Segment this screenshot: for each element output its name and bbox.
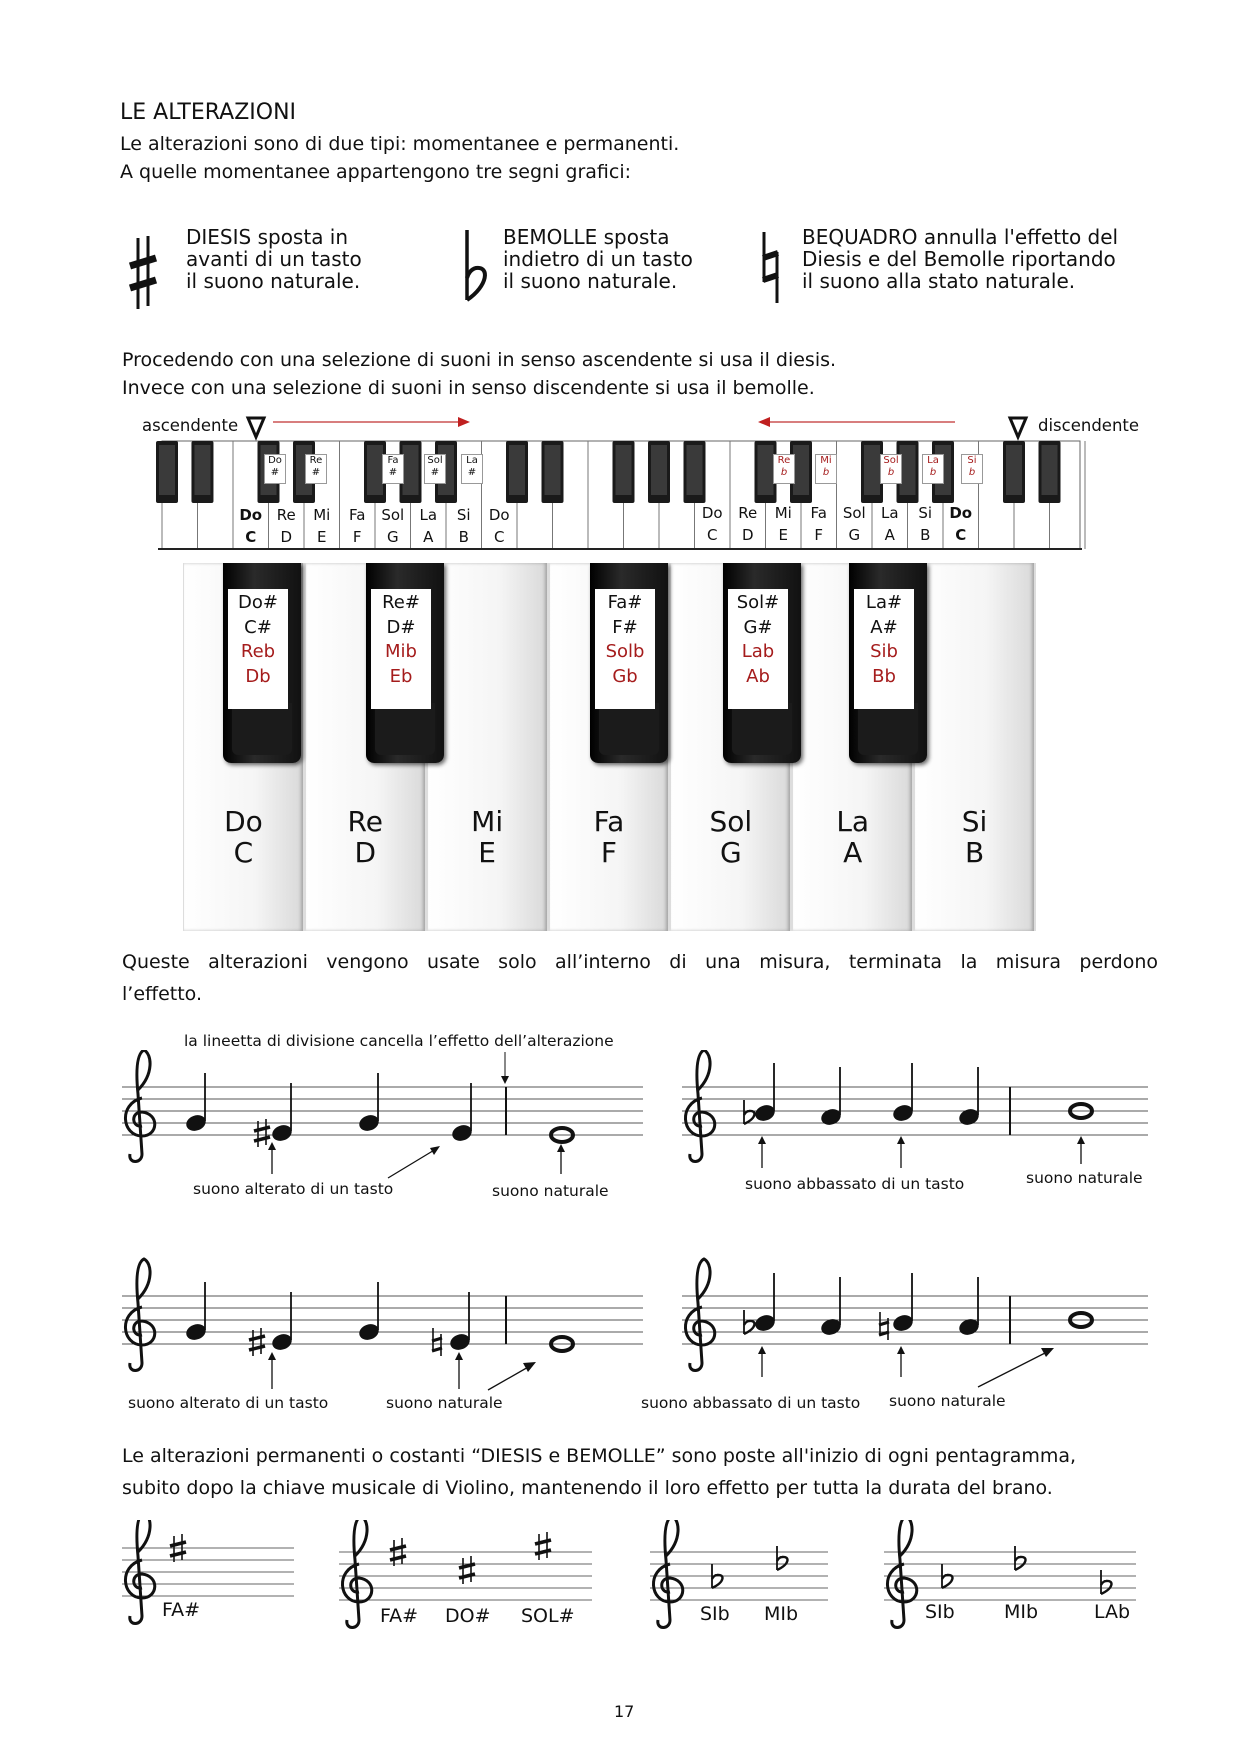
big-black-key-bevel [732, 703, 792, 755]
s2-natural-label: suono naturale [1026, 1169, 1143, 1187]
big-white-key [428, 563, 547, 931]
s4-natural-label: suono naturale [889, 1392, 1006, 1410]
small-sharp-label: Do # [264, 454, 286, 484]
ks1-label-1: FA# [162, 1599, 201, 1621]
small-white-key-label: Do C [949, 504, 973, 544]
page-title: LE ALTERAZIONI [120, 100, 297, 125]
bemolle-line-2: indietro di un tasto [503, 247, 693, 271]
measure-text-line-2: l’effetto. [122, 983, 203, 1005]
diesis-line-2: avanti di un tasto [186, 247, 362, 271]
small-white-key-label: Mi E [313, 506, 331, 546]
intro-line-1: Le alterazioni sono di due tipi: momentanee e permanenti. [120, 133, 680, 155]
s3-natural-label: suono naturale [386, 1394, 503, 1412]
small-white-key-label: Fa F [349, 506, 366, 546]
small-flat-label: Re b [773, 454, 795, 484]
bequadro-description [802, 226, 1118, 292]
ascending-label: ascendente [142, 416, 239, 435]
flat-symbol-icon [462, 228, 492, 307]
staff-4 [682, 1259, 1148, 1387]
s2-lowered-label: suono abbassato di un tasto [745, 1175, 965, 1193]
small-black-key-highlight [545, 445, 561, 495]
procedure-line-1: Procedendo con una selezione di suoni in senso ascendente si usa il diesis. [122, 349, 837, 371]
big-white-key-label: Mi E [471, 805, 504, 869]
ascending-marker-icon [248, 418, 264, 437]
bemolle-line-1: BEMOLLE sposta [503, 225, 670, 249]
small-flat-label: La b [922, 454, 944, 484]
small-white-key-label: Re D [276, 506, 296, 546]
bequadro-line-2: Diesis e del Bemolle riportando [802, 247, 1116, 271]
big-black-key [366, 563, 444, 763]
small-white-key-label: Sol G [381, 506, 405, 546]
s4-lowered-label: suono abbassato di un tasto [641, 1394, 861, 1412]
small-black-key-highlight [616, 445, 632, 495]
big-black-key [723, 563, 801, 763]
big-keyboard [183, 563, 1036, 931]
small-black-key-highlight [367, 445, 383, 495]
small-white-key-label: Do C [488, 506, 510, 546]
s3-altered-label: suono alterato di un tasto [128, 1394, 329, 1412]
small-black-key-highlight [687, 445, 703, 495]
descending-arrow-icon [758, 417, 770, 427]
big-black-key-label: Sol# G# Lab Ab [728, 589, 788, 709]
small-flat-label: Mi b [815, 454, 837, 484]
page-number: 17 [614, 1702, 635, 1721]
big-black-key-bevel [858, 703, 918, 755]
ascending-arrow-icon [458, 417, 470, 427]
staff-1 [122, 1050, 643, 1178]
bequadro-line-3: il suono alla stato naturale. [802, 269, 1076, 293]
sharp-symbol-icon [128, 236, 158, 315]
big-black-key-bevel [599, 703, 659, 755]
small-black-key-highlight [403, 445, 419, 495]
big-black-key-label: Re# D# Mib Eb [371, 589, 431, 709]
small-black-key-highlight [651, 445, 667, 495]
barline-note-label: la lineetta di divisione cancella l’effetto dell’alterazione [184, 1032, 614, 1050]
staff-3 [122, 1259, 643, 1390]
staff-examples [0, 1050, 1250, 1410]
small-black-key-highlight [159, 445, 175, 495]
big-black-key [849, 563, 927, 763]
big-black-key [223, 563, 301, 763]
key-signature-3 [650, 1552, 828, 1600]
big-black-key [590, 563, 668, 763]
big-white-key-label: Fa F [593, 805, 625, 869]
ks4-label-1: SIb [925, 1601, 955, 1623]
big-black-key-label: La# A# Sib Bb [854, 589, 914, 709]
small-white-key-label: Si B [456, 506, 471, 546]
bequadro-line-1: BEQUADRO annulla l'effetto del [802, 225, 1119, 249]
diesis-line-1: DIESIS sposta in [186, 225, 349, 249]
small-white-key-label: Do C [701, 504, 723, 544]
procedure-line-2: Invece con una selezione di suoni in senso discendente si usa il bemolle. [122, 377, 815, 399]
ks2-label-3: SOL# [521, 1605, 575, 1627]
big-black-key-bevel [232, 703, 292, 755]
small-white-key-label: Si B [918, 504, 933, 544]
small-white-key-label: Sol G [842, 504, 866, 544]
small-keyboard-svg [0, 400, 1250, 560]
ks4-label-3: LAb [1094, 1601, 1131, 1623]
big-black-key-bevel [375, 703, 435, 755]
small-black-key-highlight [1006, 445, 1022, 495]
ks2-label-2: DO# [445, 1605, 491, 1627]
measure-text-line-1: Queste alterazioni vengono usate solo all’interno di una misura, terminata la misura perdono [122, 951, 1158, 973]
ks4-label-2: MIb [1004, 1601, 1039, 1623]
small-flat-label: Sol b [880, 454, 902, 484]
small-sharp-label: La # [461, 454, 483, 484]
small-black-key-highlight [1042, 445, 1058, 495]
small-white-key-label: Mi E [774, 504, 792, 544]
permanent-text-line-1: Le alterazioni permanenti o costanti “DIESIS e BEMOLLE” sono poste all'inizio di ogni pentagramma, [122, 1445, 1077, 1467]
big-white-key-label: La A [836, 805, 870, 869]
staff-2 [682, 1050, 1148, 1168]
permanent-text-line-2: subito dopo la chiave musicale di Violino, mantenendo il loro effetto per tutta la durata del brano. [122, 1477, 1053, 1499]
small-black-key-highlight [864, 445, 880, 495]
small-black-key-highlight [758, 445, 774, 495]
big-black-key-label: Do# C# Reb Db [228, 589, 288, 709]
diesis-line-3: il suono naturale. [186, 269, 361, 293]
small-white-key-label: Fa F [810, 504, 827, 544]
ks3-label-1: SIb [700, 1603, 730, 1625]
diesis-description [186, 226, 362, 292]
bemolle-line-3: il suono naturale. [503, 269, 678, 293]
intro-line-2: A quelle momentanee appartengono tre segni grafici: [120, 161, 632, 183]
s1-altered-label: suono alterato di un tasto [193, 1180, 394, 1198]
small-white-key-label: Re D [738, 504, 758, 544]
small-sharp-label: Re # [305, 454, 327, 484]
big-black-key-label: Fa# F# Solb Gb [595, 589, 655, 709]
small-keyboard-diagram [0, 400, 1250, 560]
bemolle-description [503, 226, 693, 292]
s1-natural-label: suono naturale [492, 1182, 609, 1200]
ks3-label-2: MIb [764, 1603, 799, 1625]
small-sharp-label: Sol # [424, 454, 446, 484]
ks2-label-1: FA# [380, 1605, 419, 1627]
descending-label: discendente [1038, 416, 1140, 435]
small-flat-label: Si b [961, 454, 983, 484]
descending-marker-icon [1010, 418, 1026, 437]
small-white-key-label: Do C [239, 506, 263, 546]
key-signature-1 [122, 1548, 294, 1596]
big-white-key-label: Si B [961, 805, 988, 869]
big-white-key-label: Re D [347, 805, 383, 869]
key-signature-4 [884, 1552, 1136, 1600]
small-black-key-highlight [194, 445, 210, 495]
small-white-key-label: La A [880, 504, 899, 544]
big-white-key-label: Do C [224, 805, 263, 869]
small-white-key-label: La A [419, 506, 438, 546]
small-black-key-highlight [793, 445, 809, 495]
small-black-key-highlight [509, 445, 525, 495]
natural-symbol-icon [758, 230, 784, 309]
big-white-key-label: Sol G [709, 805, 753, 869]
big-white-key [915, 563, 1034, 931]
small-sharp-label: Fa # [382, 454, 404, 484]
